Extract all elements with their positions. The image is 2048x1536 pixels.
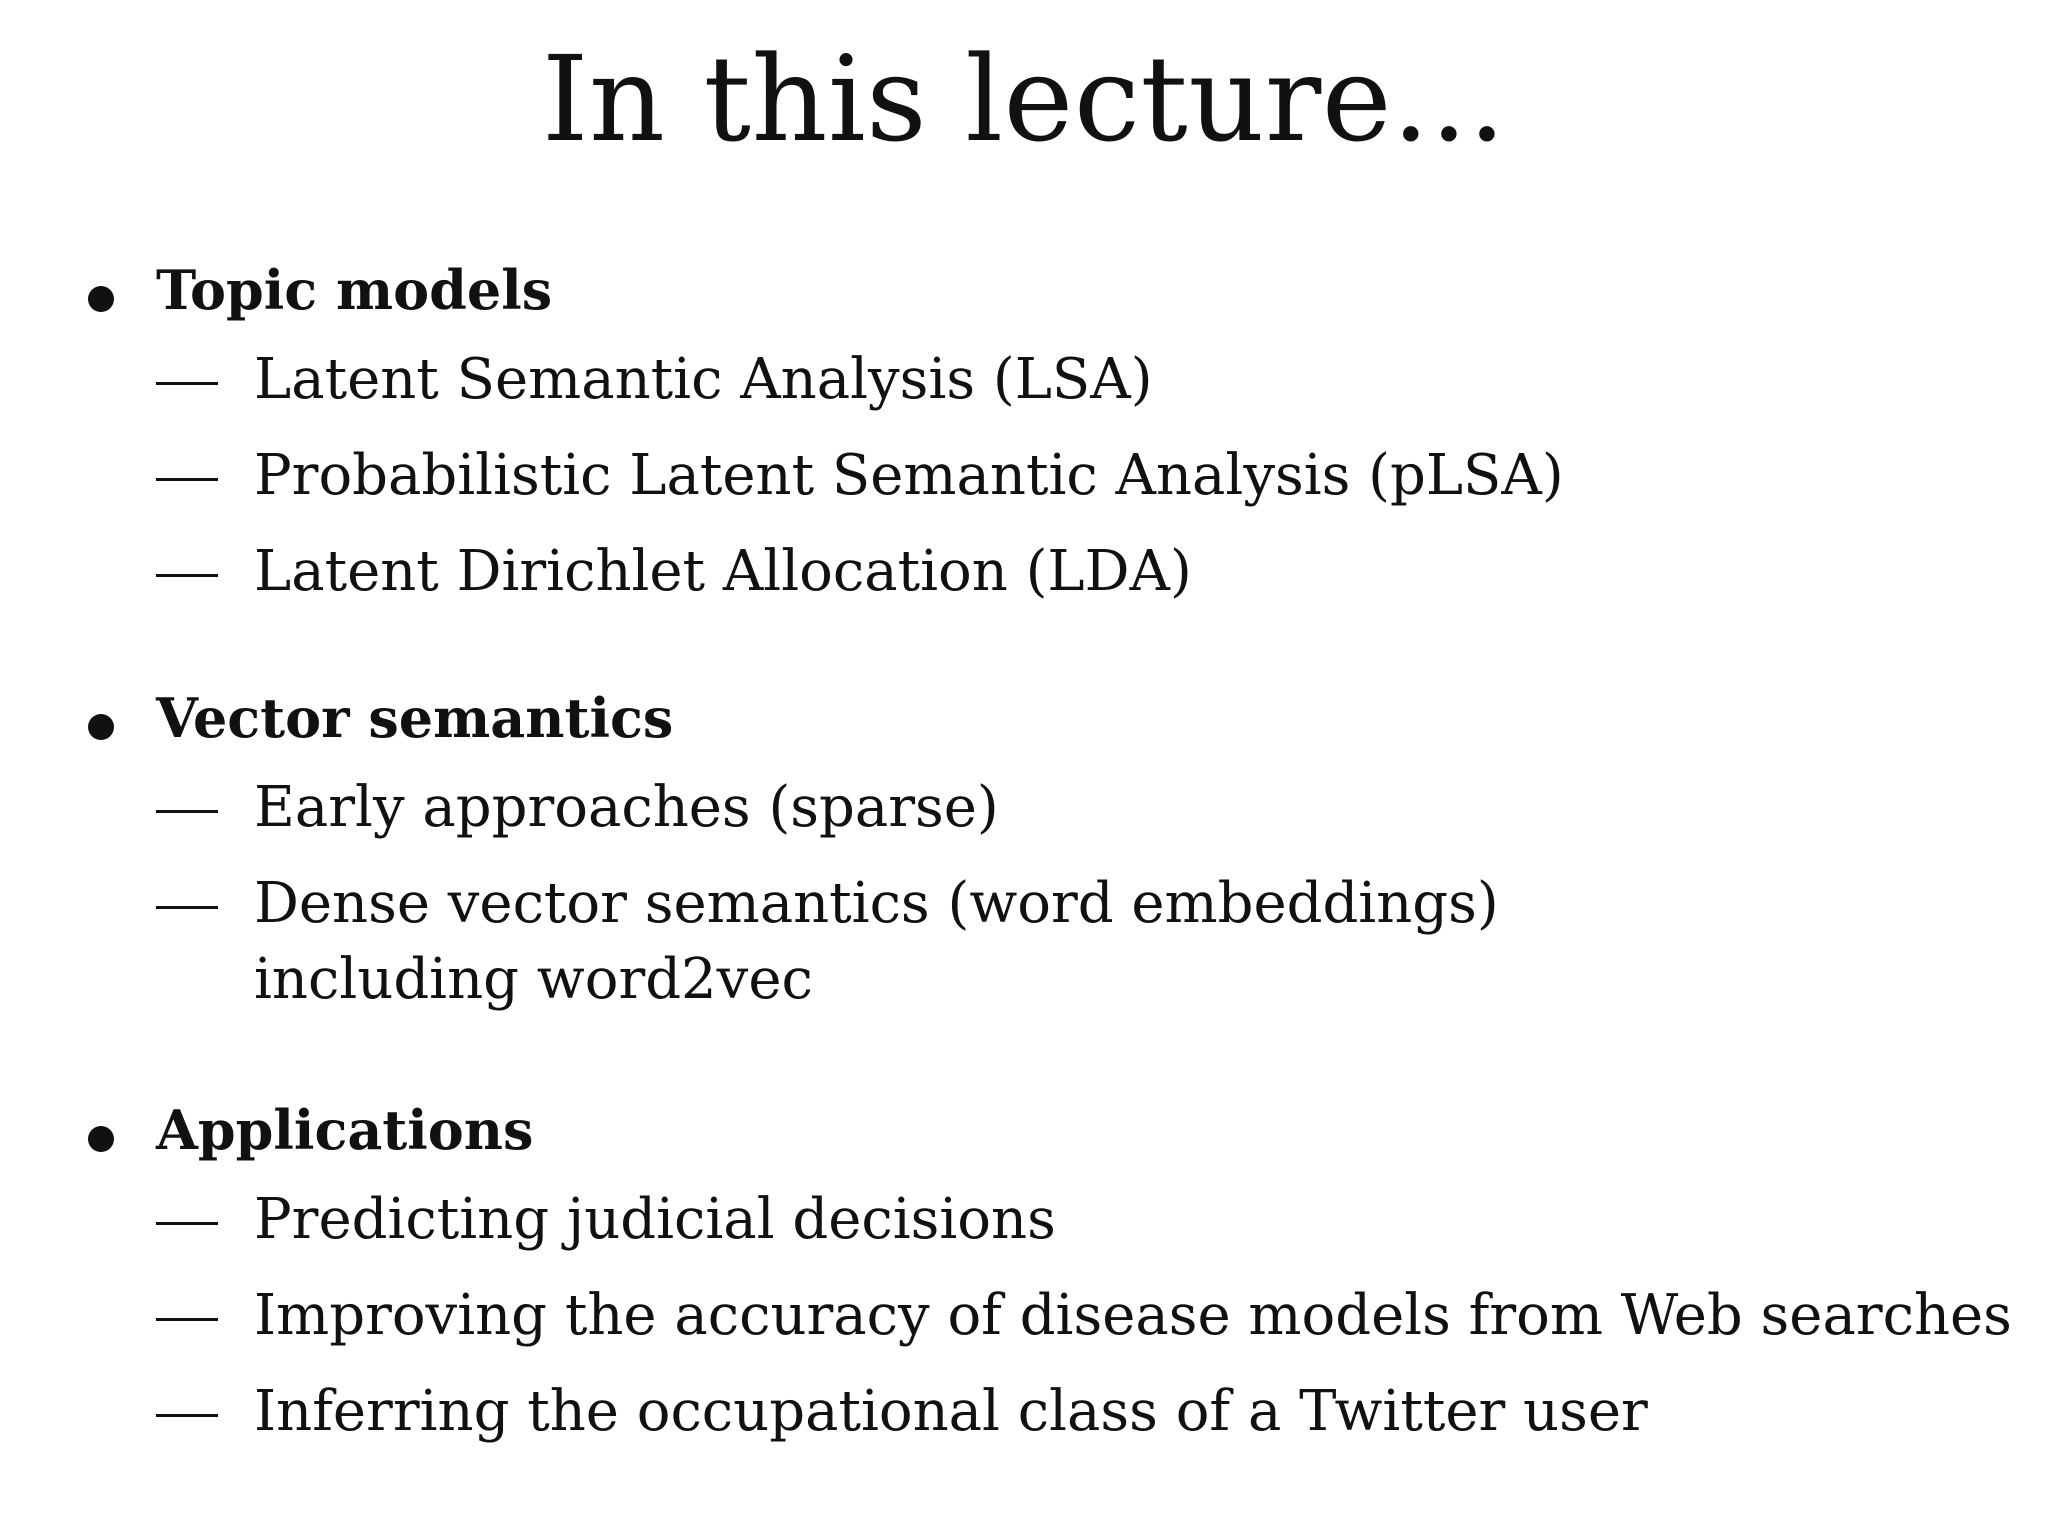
list-item-text: Inferring the occupational class of a Twitter user (254, 1379, 1648, 1444)
slide-title: In this lecture... (541, 30, 1507, 168)
section-heading: Applications (156, 1098, 534, 1162)
list-item-text: Probabilistic Latent Semantic Analysis (pLSA) (254, 443, 1564, 508)
dash-icon (156, 866, 226, 942)
list-item (0, 342, 2048, 418)
dash-icon (156, 1374, 226, 1450)
list-item (0, 770, 2048, 846)
list-item (0, 1374, 2048, 1450)
dash-icon (156, 438, 226, 514)
list-item (0, 534, 2048, 610)
list-item-text: Predicting judicial decisions (254, 1187, 1056, 1252)
bullet-row (0, 686, 2048, 750)
section-topic-models (0, 258, 2048, 610)
dash-icon (156, 342, 226, 418)
dash-icon (156, 534, 226, 610)
dash-icon (156, 1278, 226, 1354)
list-item-text: Latent Semantic Analysis (LSA) (254, 347, 1153, 412)
list-item (0, 438, 2048, 514)
bullet-icon (88, 286, 114, 312)
section-heading: Topic models (156, 258, 553, 322)
list-item (0, 1182, 2048, 1258)
list-item-text: Improving the accuracy of disease models from Web searches (254, 1283, 2012, 1348)
list-item-text: Dense vector semantics (word embeddings) including word2vec (254, 871, 1499, 1012)
list-item-text: Latent Dirichlet Allocation (LDA) (254, 539, 1192, 604)
bullet-row (0, 1098, 2048, 1162)
list-item (0, 866, 1780, 1018)
bullet-icon (88, 1126, 114, 1152)
list-item-text: Early approaches (sparse) (254, 775, 999, 840)
bullet-row (0, 258, 2048, 322)
dash-icon (156, 1182, 226, 1258)
bullet-icon (88, 714, 114, 740)
section-heading: Vector semantics (156, 686, 674, 750)
section-applications (0, 1098, 2048, 1450)
list-item (0, 1278, 2048, 1354)
dash-icon (156, 770, 226, 846)
section-vector-semantics (0, 686, 2048, 1018)
